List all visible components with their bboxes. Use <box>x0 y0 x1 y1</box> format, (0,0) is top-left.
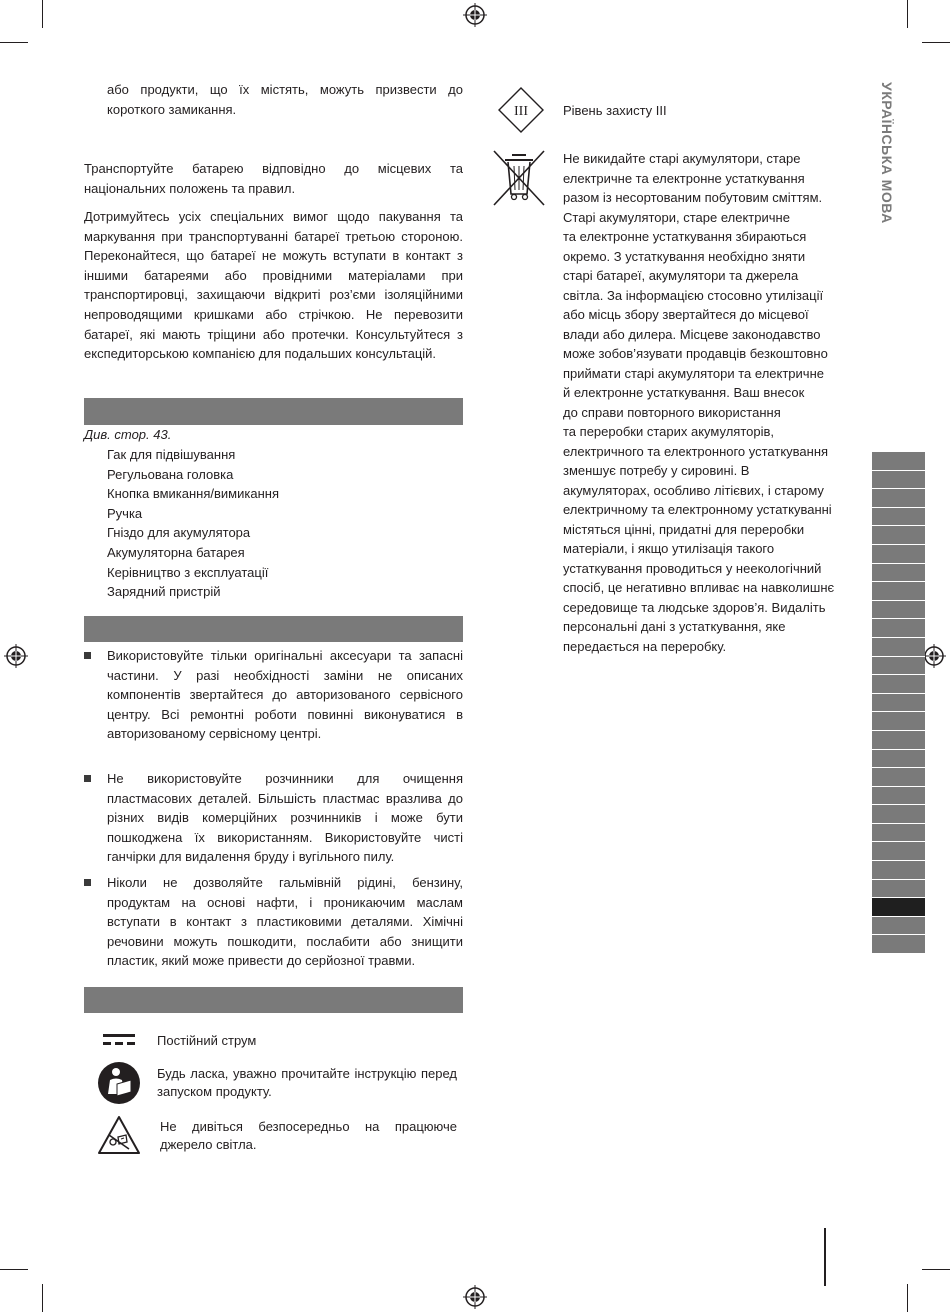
crossed-out-bin-icon <box>492 149 546 207</box>
list-item: Регульована головка <box>107 466 234 482</box>
text-line: разом із несортованим побутовим сміттям. <box>563 190 823 205</box>
crop-mark <box>922 1269 950 1270</box>
text-line: влади або дилера. Місцеве законодавство <box>563 326 821 342</box>
text-line: старі батареї, акумулятори та джерела <box>563 268 799 283</box>
crop-mark <box>0 1269 28 1270</box>
language-tab <box>872 675 925 694</box>
language-tab <box>872 657 925 676</box>
text-line: та переробки старих акумуляторів, <box>563 424 775 439</box>
language-tab <box>872 787 925 806</box>
list-item <box>84 873 463 971</box>
text-line: до справи повторного використання <box>563 404 781 420</box>
language-tab <box>872 880 925 899</box>
list-item: Гак для підвішування <box>107 447 236 462</box>
language-tab <box>872 768 925 787</box>
registration-mark-right-icon <box>922 644 946 668</box>
text-line: Старі акумулятори, старе електричне <box>563 209 790 225</box>
language-tab <box>872 694 925 713</box>
language-tab <box>872 638 925 657</box>
language-tab <box>872 452 925 471</box>
text-line: окремо. З устаткування необхідно зняти <box>563 248 806 264</box>
text-line: може зобов’язувати продавців безкоштовно <box>563 346 828 361</box>
language-tab <box>872 545 925 564</box>
text-line: електричного та електронного устаткування <box>563 443 829 459</box>
see-page-reference: Див. стор. 43. <box>84 427 172 442</box>
bullet-text: Використовуйте тільки оригінальні аксесуари та запасні частини. У разі необхідності заміни не описаних компонентів звертайтеся до авторизованого сервісного центру. Всі ремонтні роботи повинні виконуватися в авторизованому сервісному центрі. <box>107 648 463 742</box>
language-tab <box>872 601 925 620</box>
dc-current-icon <box>103 1033 135 1047</box>
language-tab <box>872 526 925 545</box>
transport-paragraph-1: Транспортуйте батарею відповідно до місцевих та національних положень та правил. <box>84 161 463 196</box>
crop-mark <box>0 42 28 43</box>
language-tab <box>872 712 925 731</box>
language-tab <box>872 861 925 880</box>
list-item: Ручка <box>107 505 143 521</box>
text-line: приймати старі акумулятори та електричне <box>563 365 824 381</box>
dc-current-text: Постійний струм <box>157 1033 257 1048</box>
text-line: електричне та електронне устаткування <box>563 170 805 186</box>
do-not-stare-light-icon <box>97 1115 141 1155</box>
do-not-stare-text: Не дивіться безпосередньо на працююче джерело світла. <box>160 1119 457 1152</box>
list-item: Керівництво з експлуатації <box>107 564 269 580</box>
section-header-bar-symbols <box>84 987 463 1013</box>
crop-mark <box>42 1284 43 1312</box>
transport-paragraph-2: Дотримуйтесь усіх спеціальних вимог щодо пакування та маркування при транспортуванні батареї третьою стороною. Переконайтеся, що батареї не можуть вступати в контакт з іншими батареями або провідними матеріалами при транспортировці, захищаючи відкриті роз’єми ізоляційними непроводящими кришками або стрічкою. Не перевозити батареї, які мають тріщини або протечки. Консультуйтеся з експедиторською компанією для подальших консультацій. <box>84 209 463 362</box>
page-number-rule <box>824 1228 826 1286</box>
text-line: середовище та людське здоров’я. Видаліть <box>563 599 826 615</box>
section-header-bar-maintenance <box>84 616 463 642</box>
text-line: акумуляторах, особливо літієвих, і старому <box>563 482 824 498</box>
language-label: УКРАЇНСЬКА МОВА <box>879 82 895 224</box>
protection-class-3-icon <box>498 87 544 133</box>
weee-disposal-text <box>563 149 863 656</box>
read-manual-text: Будь ласка, уважно прочитайте інструкцію перед запуском продукту. <box>157 1066 457 1099</box>
list-item <box>84 769 463 867</box>
language-tab <box>872 619 925 638</box>
text-line: та електронне устаткування збираються <box>563 229 807 244</box>
text-line: матеріали, і якщо утилізація такого <box>563 541 775 556</box>
list-item: Акумуляторна батарея <box>107 544 245 560</box>
text-line: світла. За інформацією стосовно утилізації <box>563 287 824 303</box>
text-line: й електронне устаткування. Ваш внесок <box>563 385 805 400</box>
registration-mark-left-icon <box>4 644 28 668</box>
crop-mark <box>922 42 950 43</box>
crop-mark <box>42 0 43 28</box>
crop-mark <box>907 1284 908 1312</box>
bullet-square-icon <box>84 775 91 782</box>
read-manual-icon <box>97 1061 141 1105</box>
list-item <box>84 646 463 744</box>
bullet-square-icon <box>84 879 91 886</box>
language-tab <box>872 489 925 508</box>
list-item: Зарядний пристрій <box>107 584 221 600</box>
language-tab <box>872 805 925 824</box>
intro-continuation: або продукти, що їх містять, можуть призвести до короткого замикання. <box>107 82 463 117</box>
language-tab <box>872 824 925 843</box>
language-tab <box>872 582 925 601</box>
language-tab <box>872 935 925 954</box>
list-item: Гніздо для акумулятора <box>107 525 251 541</box>
protection-class-3-label: III <box>514 104 528 119</box>
bullet-text: Ніколи не дозволяйте гальмівній рідині, бензину, продуктам на основі нафти, і проникаючим маслам вступати в контакт з пластиковими деталями. Хімічні речовини можуть пошкодити, послабити або знищити пластик, який може привести до серйозної травми. <box>107 875 463 969</box>
text-line: спосіб, це негативно впливає на навколишнє <box>563 580 835 595</box>
language-tab <box>872 508 925 527</box>
language-tab <box>872 564 925 583</box>
text-line: містяться цінні, придатні для переробки <box>563 521 805 537</box>
text-line: персональні дані з устаткування, яке <box>563 619 786 634</box>
text-line: передається на переробку. <box>563 638 727 654</box>
language-tab <box>872 917 925 936</box>
crop-mark <box>907 0 908 28</box>
language-tab <box>872 842 925 861</box>
language-tab <box>872 731 925 750</box>
section-header-bar-components <box>84 398 463 425</box>
components-list <box>107 445 279 602</box>
bullet-text: Не використовуйте розчинники для очищення пластмасових деталей. Більшість пластмас вразлива до різних видів комерційних розчинників і може бути пошкоджена їх використанням. Використовуйте чисті ганчірки для видалення бруду і вугільного пилу. <box>107 771 463 865</box>
list-item: Кнопка вмикання/вимикання <box>107 486 279 502</box>
text-line: зменшує потребу у сировині. В <box>563 463 750 478</box>
language-tabs <box>872 452 925 954</box>
registration-mark-top-icon <box>463 3 487 27</box>
text-line: Не викидайте старі акумулятори, старе <box>563 151 801 166</box>
text-line: або місць збору звертайтеся до місцевої <box>563 307 809 322</box>
text-line: електричному та електронному устаткуванні <box>563 502 832 517</box>
language-tab-active <box>872 898 925 917</box>
bullet-square-icon <box>84 652 91 659</box>
language-tab <box>872 471 925 490</box>
text-line: устаткування проводиться у неекологічний <box>563 560 822 576</box>
language-tab <box>872 750 925 769</box>
protection-class-3-text: Рівень захисту III <box>563 103 667 118</box>
registration-mark-bottom-icon <box>463 1285 487 1309</box>
